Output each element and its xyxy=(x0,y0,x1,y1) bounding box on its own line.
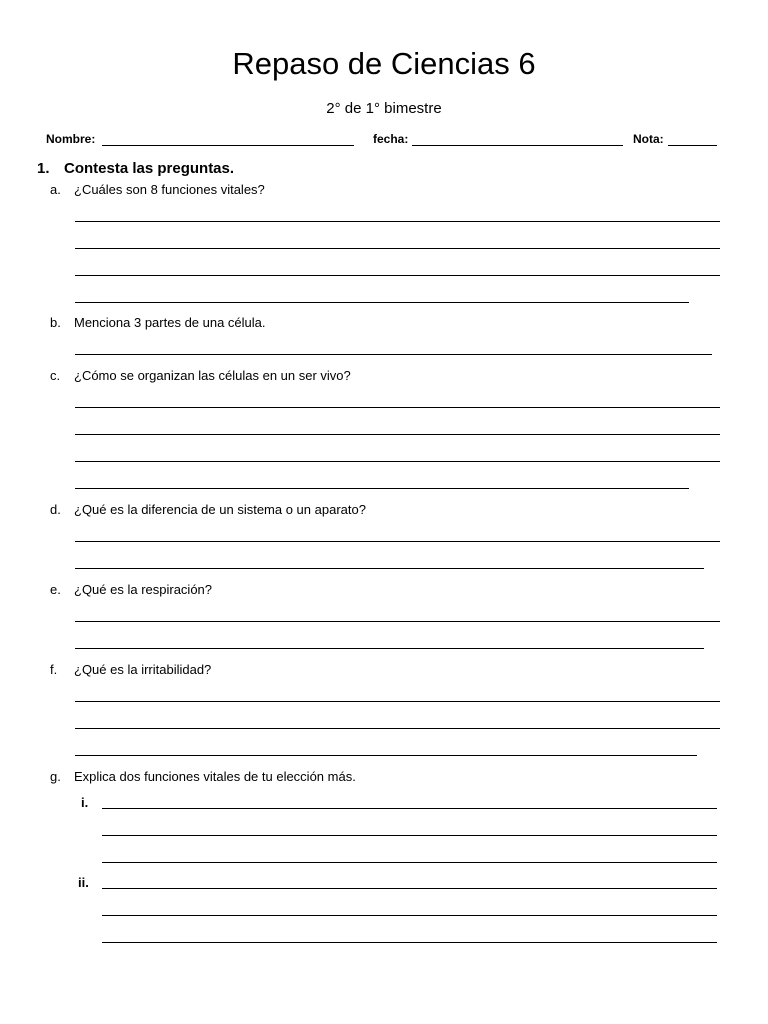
answer-line[interactable] xyxy=(75,755,697,756)
answer-line[interactable] xyxy=(75,221,720,222)
answer-line[interactable] xyxy=(75,275,720,276)
question-text: ¿Cuáles son 8 funciones vitales? xyxy=(74,182,265,197)
question-g xyxy=(50,768,356,786)
question-text: ¿Qué es la diferencia de un sistema o un aparato? xyxy=(74,502,366,517)
question-e xyxy=(50,581,212,599)
answer-line[interactable] xyxy=(75,541,720,542)
answer-line[interactable] xyxy=(102,888,717,889)
answer-line[interactable] xyxy=(75,302,689,303)
answer-line[interactable] xyxy=(102,835,717,836)
answer-line[interactable] xyxy=(75,434,720,435)
answer-line[interactable] xyxy=(75,701,720,702)
fecha-label: fecha: xyxy=(373,132,409,146)
page-subtitle: 2° de 1° bimestre xyxy=(326,100,442,117)
answer-line[interactable] xyxy=(75,621,720,622)
question-letter: e. xyxy=(50,582,61,597)
question-text: ¿Cómo se organizan las células en un ser vivo? xyxy=(74,368,351,383)
subitem-label-i: i. xyxy=(81,795,89,810)
nombre-label: Nombre: xyxy=(46,132,96,146)
subitem-label-ii: ii. xyxy=(78,875,89,890)
question-d xyxy=(50,501,366,519)
question-letter: a. xyxy=(50,182,61,197)
nota-label: Nota: xyxy=(633,132,664,146)
answer-line[interactable] xyxy=(75,728,720,729)
answer-line[interactable] xyxy=(102,808,717,809)
answer-line[interactable] xyxy=(75,407,720,408)
nombre-field[interactable] xyxy=(102,145,354,146)
answer-line[interactable] xyxy=(102,942,717,943)
question-b xyxy=(50,314,266,332)
question-text: Menciona 3 partes de una célula. xyxy=(74,315,266,330)
answer-line[interactable] xyxy=(75,248,720,249)
question-a xyxy=(50,181,265,199)
question-text: ¿Qué es la respiración? xyxy=(74,582,213,597)
section-title-text: Contesta las preguntas. xyxy=(64,160,235,177)
question-letter: c. xyxy=(50,368,61,383)
nota-field[interactable] xyxy=(668,145,717,146)
section-number: 1. xyxy=(37,160,50,177)
answer-line[interactable] xyxy=(75,648,704,649)
question-text: Explica dos funciones vitales de tu elección más. xyxy=(74,769,356,784)
answer-line[interactable] xyxy=(75,354,712,355)
question-c xyxy=(50,367,351,385)
question-letter: b. xyxy=(50,315,61,330)
question-letter: g. xyxy=(50,769,61,784)
question-text: ¿Qué es la irritabilidad? xyxy=(74,662,212,677)
page-title: Repaso de Ciencias 6 xyxy=(232,46,536,81)
answer-line[interactable] xyxy=(102,915,717,916)
fecha-field[interactable] xyxy=(412,145,623,146)
section-heading xyxy=(37,159,234,179)
answer-line[interactable] xyxy=(75,568,704,569)
question-letter: d. xyxy=(50,502,61,517)
question-letter: f. xyxy=(50,662,58,677)
answer-line[interactable] xyxy=(102,862,717,863)
answer-line[interactable] xyxy=(75,488,689,489)
answer-line[interactable] xyxy=(75,461,720,462)
question-f xyxy=(50,661,211,679)
